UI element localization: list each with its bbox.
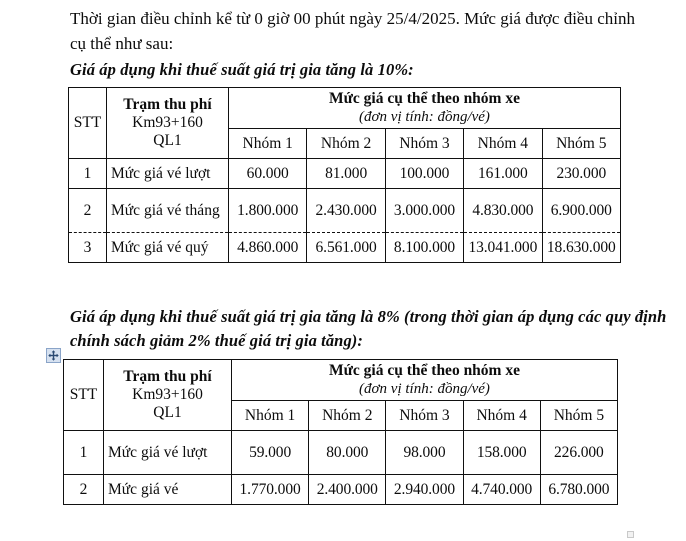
row-value: 18.630.000 — [542, 233, 620, 263]
row-label: Mức giá vé lượt — [107, 159, 229, 189]
section-heading-vat-8: Giá áp dụng khi thuế suất giá trị gia tăng là 8% (trong thời gian áp dụng các quy định chính sách giảm 2% thuế giá trị gia tăng): — [70, 307, 667, 350]
header-stt: STT — [64, 360, 104, 431]
header-station-km: Km93+160 — [132, 114, 203, 131]
price-table-vat-8 — [63, 359, 618, 505]
table-row — [64, 475, 618, 505]
row-value: 59.000 — [232, 431, 309, 475]
header-station — [104, 360, 232, 431]
table-header-row-top — [69, 88, 621, 129]
header-group-unit: (đơn vị tính: đồng/vé) — [359, 381, 490, 397]
header-group-2: Nhóm 2 — [309, 401, 386, 431]
header-group-5: Nhóm 5 — [542, 129, 620, 159]
row-value: 161.000 — [464, 159, 542, 189]
row-index: 1 — [69, 159, 107, 189]
row-value: 8.100.000 — [385, 233, 463, 263]
table-row — [69, 233, 621, 263]
header-group-3: Nhóm 3 — [386, 401, 463, 431]
row-value: 100.000 — [385, 159, 463, 189]
table-row — [69, 189, 621, 233]
row-value: 1.770.000 — [232, 475, 309, 505]
row-value: 4.740.000 — [463, 475, 540, 505]
row-value: 2.400.000 — [309, 475, 386, 505]
header-station-road: QL1 — [153, 132, 182, 149]
table-resize-handle-icon[interactable] — [627, 531, 634, 538]
row-value: 81.000 — [307, 159, 385, 189]
header-station-km: Km93+160 — [132, 386, 203, 403]
row-label: Mức giá vé lượt — [104, 431, 232, 475]
row-value: 98.000 — [386, 431, 463, 475]
row-value: 6.561.000 — [307, 233, 385, 263]
header-group-5: Nhóm 5 — [540, 401, 617, 431]
table-move-handle-icon[interactable] — [46, 348, 61, 363]
table-header-row-top — [64, 360, 618, 401]
header-stt: STT — [69, 88, 107, 159]
header-group-2: Nhóm 2 — [307, 129, 385, 159]
row-value: 13.041.000 — [464, 233, 542, 263]
row-value: 4.830.000 — [464, 189, 542, 233]
intro-paragraph — [70, 6, 670, 56]
header-station-name: Trạm thu phí — [123, 96, 212, 113]
header-group-unit: (đơn vị tính: đồng/vé) — [359, 109, 490, 125]
row-value: 1.800.000 — [229, 189, 307, 233]
header-station — [107, 88, 229, 159]
header-group-title-cell — [229, 88, 621, 129]
header-group-title: Mức giá cụ thể theo nhóm xe — [329, 90, 520, 107]
row-label: Mức giá vé — [104, 475, 232, 505]
row-label: Mức giá vé tháng — [107, 189, 229, 233]
row-index: 2 — [69, 189, 107, 233]
row-index: 3 — [69, 233, 107, 263]
row-label: Mức giá vé quý — [107, 233, 229, 263]
price-table-vat-10 — [68, 87, 621, 263]
intro-line-2: cụ thể như sau: — [70, 34, 174, 53]
row-index: 2 — [64, 475, 104, 505]
header-group-title: Mức giá cụ thể theo nhóm xe — [329, 362, 520, 379]
header-station-name: Trạm thu phí — [123, 368, 212, 385]
row-value: 2.940.000 — [386, 475, 463, 505]
row-value: 6.900.000 — [542, 189, 620, 233]
row-value: 60.000 — [229, 159, 307, 189]
row-value: 4.860.000 — [229, 233, 307, 263]
row-value: 158.000 — [463, 431, 540, 475]
header-group-3: Nhóm 3 — [385, 129, 463, 159]
header-group-1: Nhóm 1 — [229, 129, 307, 159]
header-group-4: Nhóm 4 — [463, 401, 540, 431]
table-row — [64, 431, 618, 475]
row-value: 6.780.000 — [540, 475, 617, 505]
row-value: 2.430.000 — [307, 189, 385, 233]
intro-line-1: Thời gian điều chỉnh kể từ 0 giờ 00 phút ngày 25/4/2025. Mức giá được điều chỉnh — [70, 9, 635, 28]
section-heading-vat-10: Giá áp dụng khi thuế suất giá trị gia tăng là 10%: — [70, 60, 414, 79]
row-index: 1 — [64, 431, 104, 475]
header-group-1: Nhóm 1 — [232, 401, 309, 431]
table-row — [69, 159, 621, 189]
row-value: 80.000 — [309, 431, 386, 475]
row-value: 230.000 — [542, 159, 620, 189]
header-group-4: Nhóm 4 — [464, 129, 542, 159]
header-group-title-cell — [232, 360, 618, 401]
header-station-road: QL1 — [153, 404, 182, 421]
row-value: 3.000.000 — [385, 189, 463, 233]
row-value: 226.000 — [540, 431, 617, 475]
